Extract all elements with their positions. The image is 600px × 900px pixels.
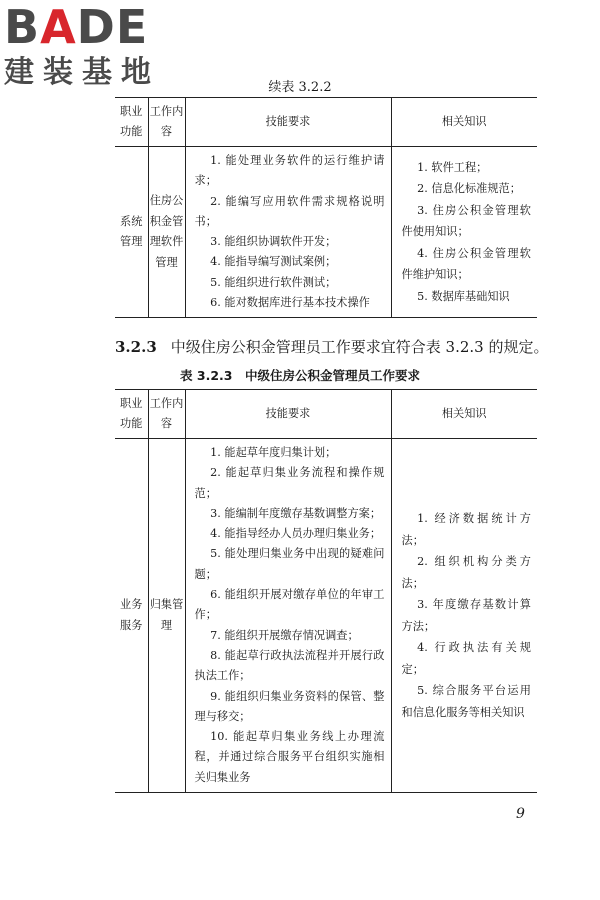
table2-header-row	[115, 390, 537, 439]
list-item: 2. 能起草归集业务流程和操作规范；	[194, 466, 385, 500]
list-item: 4. 行政执法有关规定；	[401, 641, 531, 676]
table1	[115, 97, 537, 318]
table1-skills-cell	[185, 147, 391, 318]
list-item: 1. 能起草年度归集计划；	[210, 446, 337, 459]
list-item: 2. 信息化标准规范；	[417, 182, 521, 196]
list-item: 8. 能起草行政执法流程并开展行政执法工作；	[194, 648, 385, 683]
page-number: 9	[516, 806, 525, 822]
list-item: 7. 能组织开展缴存情况调查；	[210, 628, 359, 642]
list-item: 4. 住房公积金管理软件维护知识；	[401, 246, 531, 282]
table2-skills-cell	[185, 439, 391, 793]
table-row	[115, 147, 537, 318]
table2-occupation-cell: 业务服务	[115, 439, 148, 793]
list-item: 3. 年度缴存基数计算方法；	[401, 598, 531, 633]
list-item: 5. 能处理归集业务中出现的疑难问题；	[194, 547, 385, 581]
table1-header-knowledge: 相关知识	[391, 98, 537, 147]
list-item: 1. 能处理业务软件的运行维护请求；	[194, 154, 385, 188]
list-item: 2. 能编写应用软件需求规格说明书；	[194, 194, 385, 228]
table1-knowledge-cell	[391, 147, 537, 318]
section-paragraph	[115, 336, 555, 357]
logo-letter-b: B	[4, 0, 41, 54]
list-item: 5. 能组织进行软件测试；	[210, 275, 337, 289]
list-item: 1. 软件工程；	[417, 160, 488, 174]
table-row	[115, 439, 537, 793]
list-item: 3. 住房公积金管理软件使用知识；	[401, 203, 531, 239]
list-item: 5. 综合服务平台运用和信息化服务等相关知识	[401, 684, 531, 719]
list-item: 4. 能指导编写测试案例；	[210, 255, 337, 269]
list-item: 5. 数据库基础知识	[417, 289, 510, 303]
list-item: 9. 能组织归集业务资料的保管、整理与移交；	[194, 689, 385, 723]
logo-brand	[4, 2, 148, 52]
table2-caption: 表 3.2.3 中级住房公积金管理员工作要求	[180, 368, 420, 383]
table2	[115, 389, 537, 793]
list-item: 6. 能组织开展对缴存单位的年审工作；	[194, 588, 385, 622]
table2-header-skills: 技能要求	[185, 390, 391, 439]
table2-header-occupation: 职业功能	[115, 390, 148, 439]
list-item: 3. 能组织协调软件开发；	[210, 235, 337, 249]
list-item: 1. 经济数据统计方法；	[401, 512, 531, 547]
list-item: 10. 能起草归集业务线上办理流程，并通过综合服务平台组织实施相关归集业务	[194, 730, 385, 784]
table1-header-occupation: 职业功能	[115, 98, 148, 147]
table1-header-content: 工作内容	[148, 98, 185, 147]
table1-header-row	[115, 98, 537, 147]
section-number: 3.2.3	[115, 338, 157, 356]
list-item: 4. 能指导经办人员办理归集业务；	[210, 527, 382, 541]
list-item: 2. 组织机构分类方法；	[401, 555, 531, 590]
table2-header-content: 工作内容	[148, 390, 185, 439]
table2-header-knowledge: 相关知识	[391, 390, 537, 439]
logo-letters-de: DE	[76, 0, 149, 54]
table1-header-skills: 技能要求	[185, 98, 391, 147]
table1-occupation-cell: 系统管理	[115, 147, 148, 318]
logo-subtitle: 建装基地	[4, 55, 160, 90]
section-text: 中级住房公积金管理员工作要求宜符合表 3.2.3 的规定。	[170, 338, 549, 356]
list-item: 6. 能对数据库进行基本技术操作	[210, 296, 370, 310]
table1-caption: 续表 3.2.2	[268, 80, 332, 95]
list-item: 3. 能编制年度缴存基数调整方案；	[210, 506, 382, 520]
table2-knowledge-cell	[391, 439, 537, 793]
logo-letter-a: A	[40, 0, 77, 54]
table2-content-cell: 归集管理	[148, 439, 185, 793]
table1-content-cell: 住房公积金管理软件管理	[148, 147, 185, 318]
